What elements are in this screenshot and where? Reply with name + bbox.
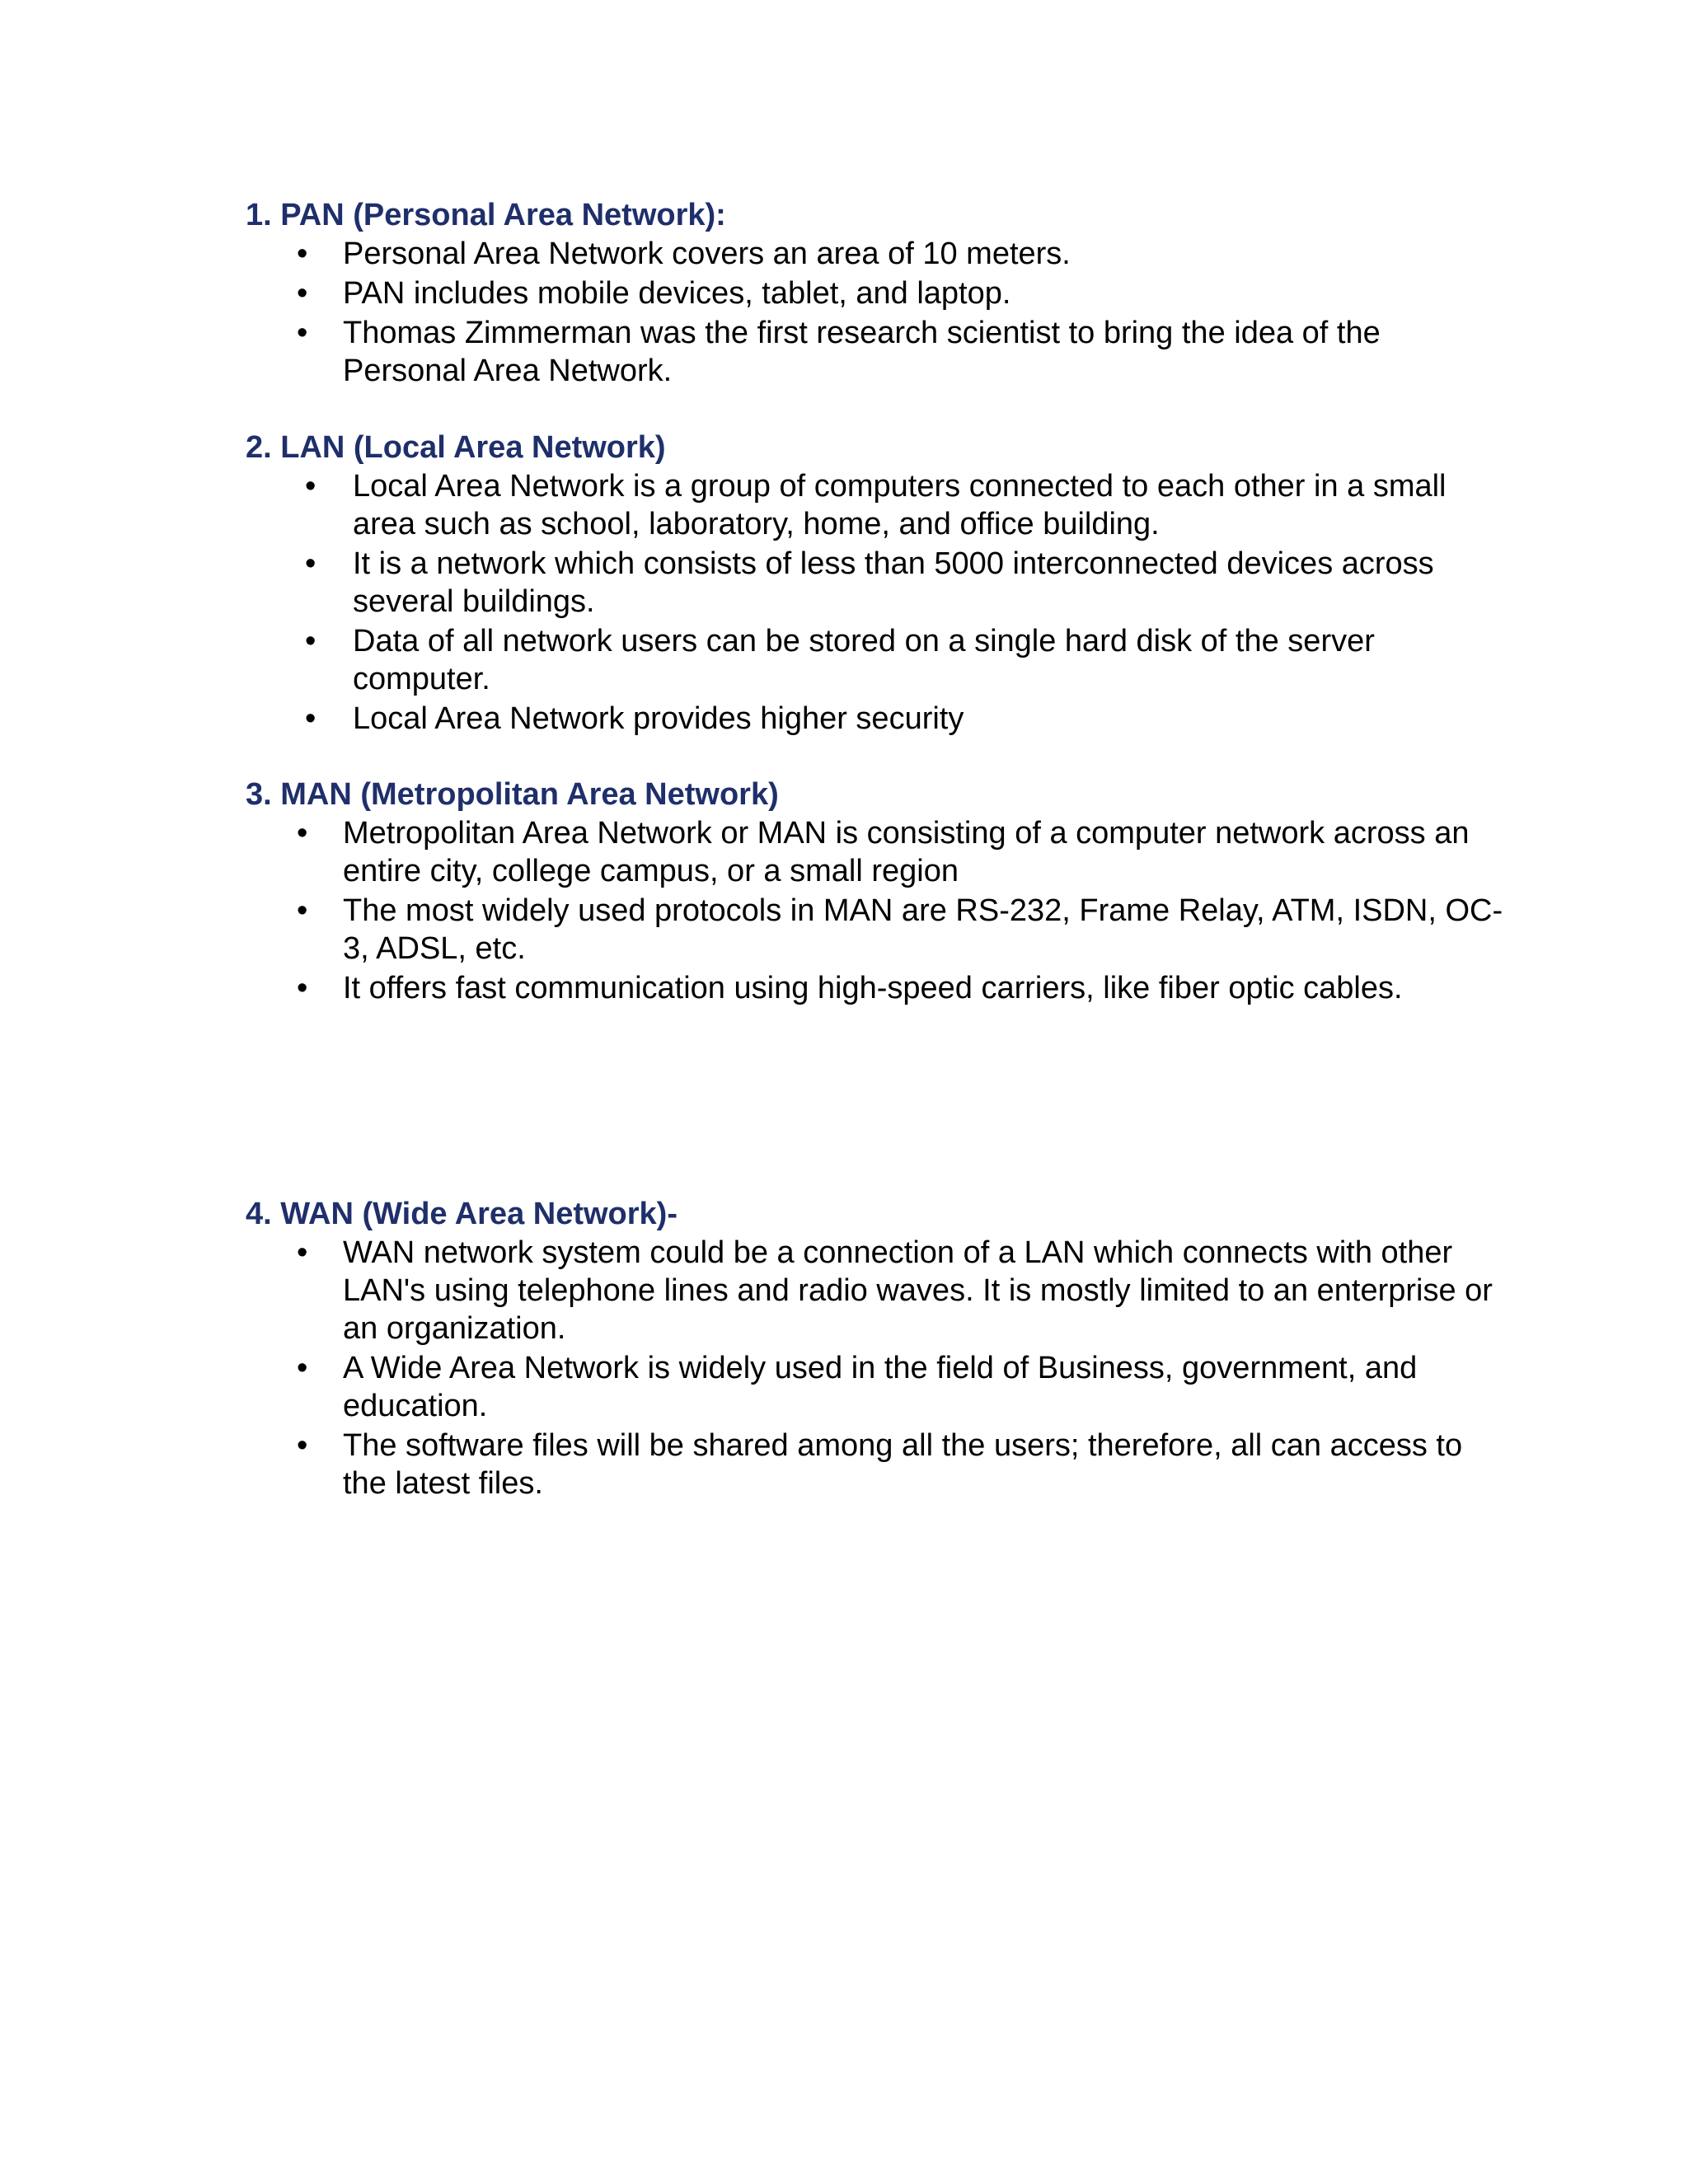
bullet-icon: • [297,1351,308,1385]
list-item [246,622,1507,698]
list-item-text: Local Area Network provides higher security [353,701,964,736]
bullet-icon: • [297,237,308,271]
list-item [246,892,1515,968]
bullet-list [246,235,1400,390]
list-item-text: Thomas Zimmerman was the first research scientist to bring the idea of the Personal Area Network. [343,316,1381,388]
bullet-icon: • [305,546,316,581]
bullet-list [246,1234,1507,1502]
bullet-icon: • [305,469,316,504]
list-item-text: The software files will be shared among all the users; therefore, all can access to the latest files. [343,1428,1463,1501]
list-item [246,274,1400,312]
bullet-icon: • [297,276,308,311]
bullet-icon: • [297,816,308,851]
list-item-text: WAN network system could be a connection of a LAN which connects with other LAN's using telephone lines and radio waves. It is mostly limited to an enterprise or an organization. [343,1235,1493,1346]
section-heading: 1. PAN (Personal Area Network): [246,198,726,232]
section-wan [246,1194,1507,1504]
bullet-icon: • [297,316,308,350]
section-man [246,775,1515,1009]
bullet-icon: • [305,701,316,736]
section-heading: 3. MAN (Metropolitan Area Network) [246,777,779,812]
list-item [246,1427,1507,1502]
section-pan [246,195,1400,391]
list-item [246,814,1515,890]
list-item [246,314,1400,390]
bullet-icon: • [305,624,316,658]
bullet-icon: • [297,1235,308,1270]
bullet-icon: • [297,893,308,928]
list-item [246,467,1507,543]
section-lan [246,428,1507,739]
bullet-icon: • [297,1428,308,1463]
list-item [246,1349,1507,1425]
bullet-list [246,467,1507,738]
list-item [246,235,1400,273]
bullet-icon: • [297,971,308,1005]
section-heading: 2. LAN (Local Area Network) [246,430,666,465]
list-item [246,969,1515,1007]
list-item-text: A Wide Area Network is widely used in the field of Business, government, and education. [343,1351,1418,1423]
list-item [246,1234,1507,1347]
list-item-text: Personal Area Network covers an area of 10 meters. [343,237,1071,271]
section-heading: 4. WAN (Wide Area Network)- [246,1197,678,1231]
list-item-text: PAN includes mobile devices, tablet, and laptop. [343,276,1011,311]
bullet-list [246,814,1515,1007]
list-item [246,545,1507,621]
list-item-text: Local Area Network is a group of computers connected to each other in a small area such as school, laboratory, home, and office building. [353,469,1447,541]
list-item-text: Metropolitan Area Network or MAN is consisting of a computer network across an entire city, college campus, or a small region [343,816,1470,888]
list-item-text: Data of all network users can be stored on a single hard disk of the server computer. [353,624,1375,696]
list-item-text: The most widely used protocols in MAN are RS-232, Frame Relay, ATM, ISDN, OC-3, ADSL, etc. [343,893,1503,966]
list-item [246,700,1507,738]
list-item-text: It offers fast communication using high-speed carriers, like fiber optic cables. [343,971,1403,1005]
list-item-text: It is a network which consists of less than 5000 interconnected devices across several buildings. [353,546,1434,619]
